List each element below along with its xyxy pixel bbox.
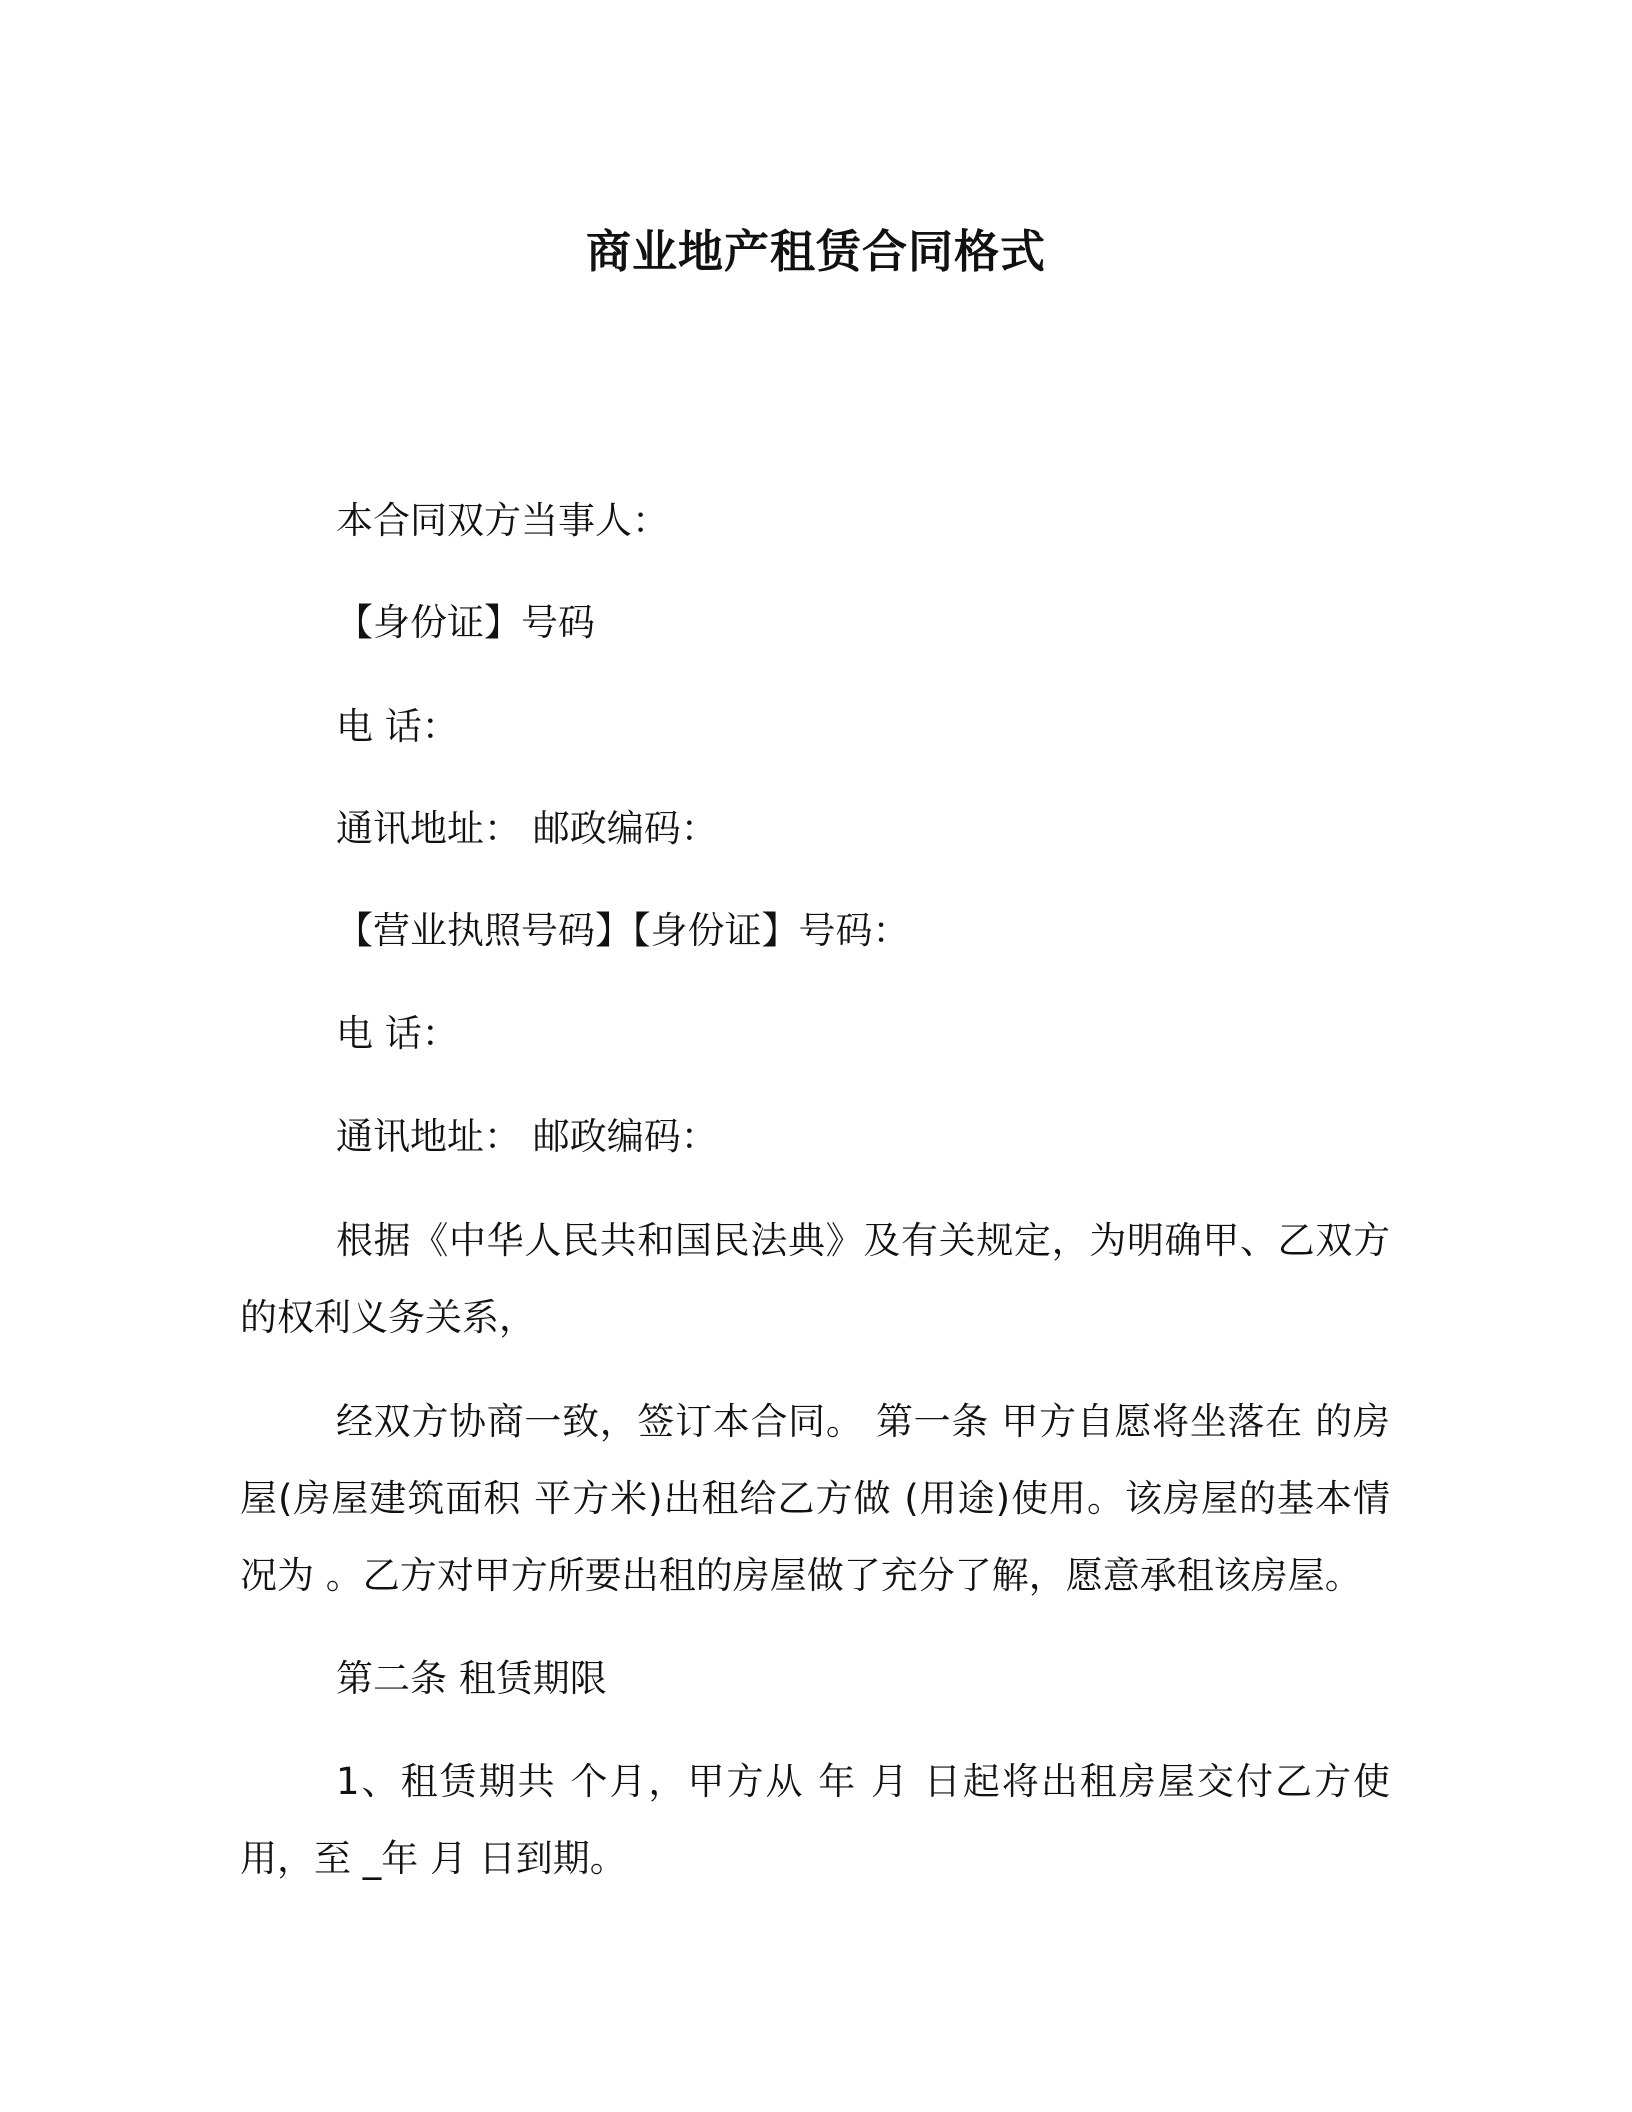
document-title: 商业地产租赁合同格式 [585, 225, 1046, 278]
article-one-paragraph: 经双方协商一致，签订本合同。 第一条 甲方自愿将坐落在 的房屋(房屋建筑面积 平方米)出租给乙方做 (用途)使用。该房屋的基本情况为 。乙方对甲方所要出租的房屋做了充分了解，愿意承租该房屋。 [240, 1400, 1390, 1597]
id-number-line: 【身份证】号码 [336, 601, 595, 644]
article-two-heading: 第二条 租赁期限 [336, 1657, 607, 1700]
address-postcode-line: 通讯地址： 邮政编码： [336, 807, 718, 850]
phone-line: 电 话： [336, 705, 459, 748]
phone-line-2: 电 话： [336, 1012, 459, 1055]
lease-term-paragraph: 1、租赁期共 个月，甲方从 年 月 日起将出租房屋交付乙方使用，至 _年 月 日到期。 [240, 1760, 1390, 1880]
business-license-id-line: 【营业执照号码】【身份证】号码： [336, 909, 910, 952]
legal-basis-paragraph: 根据《中华人民共和国民法典》及有关规定，为明确甲、乙双方的权利义务关系， [240, 1219, 1390, 1339]
party-intro-line: 本合同双方当事人： [336, 499, 669, 542]
address-postcode-line-2: 通讯地址： 邮政编码： [336, 1115, 718, 1158]
